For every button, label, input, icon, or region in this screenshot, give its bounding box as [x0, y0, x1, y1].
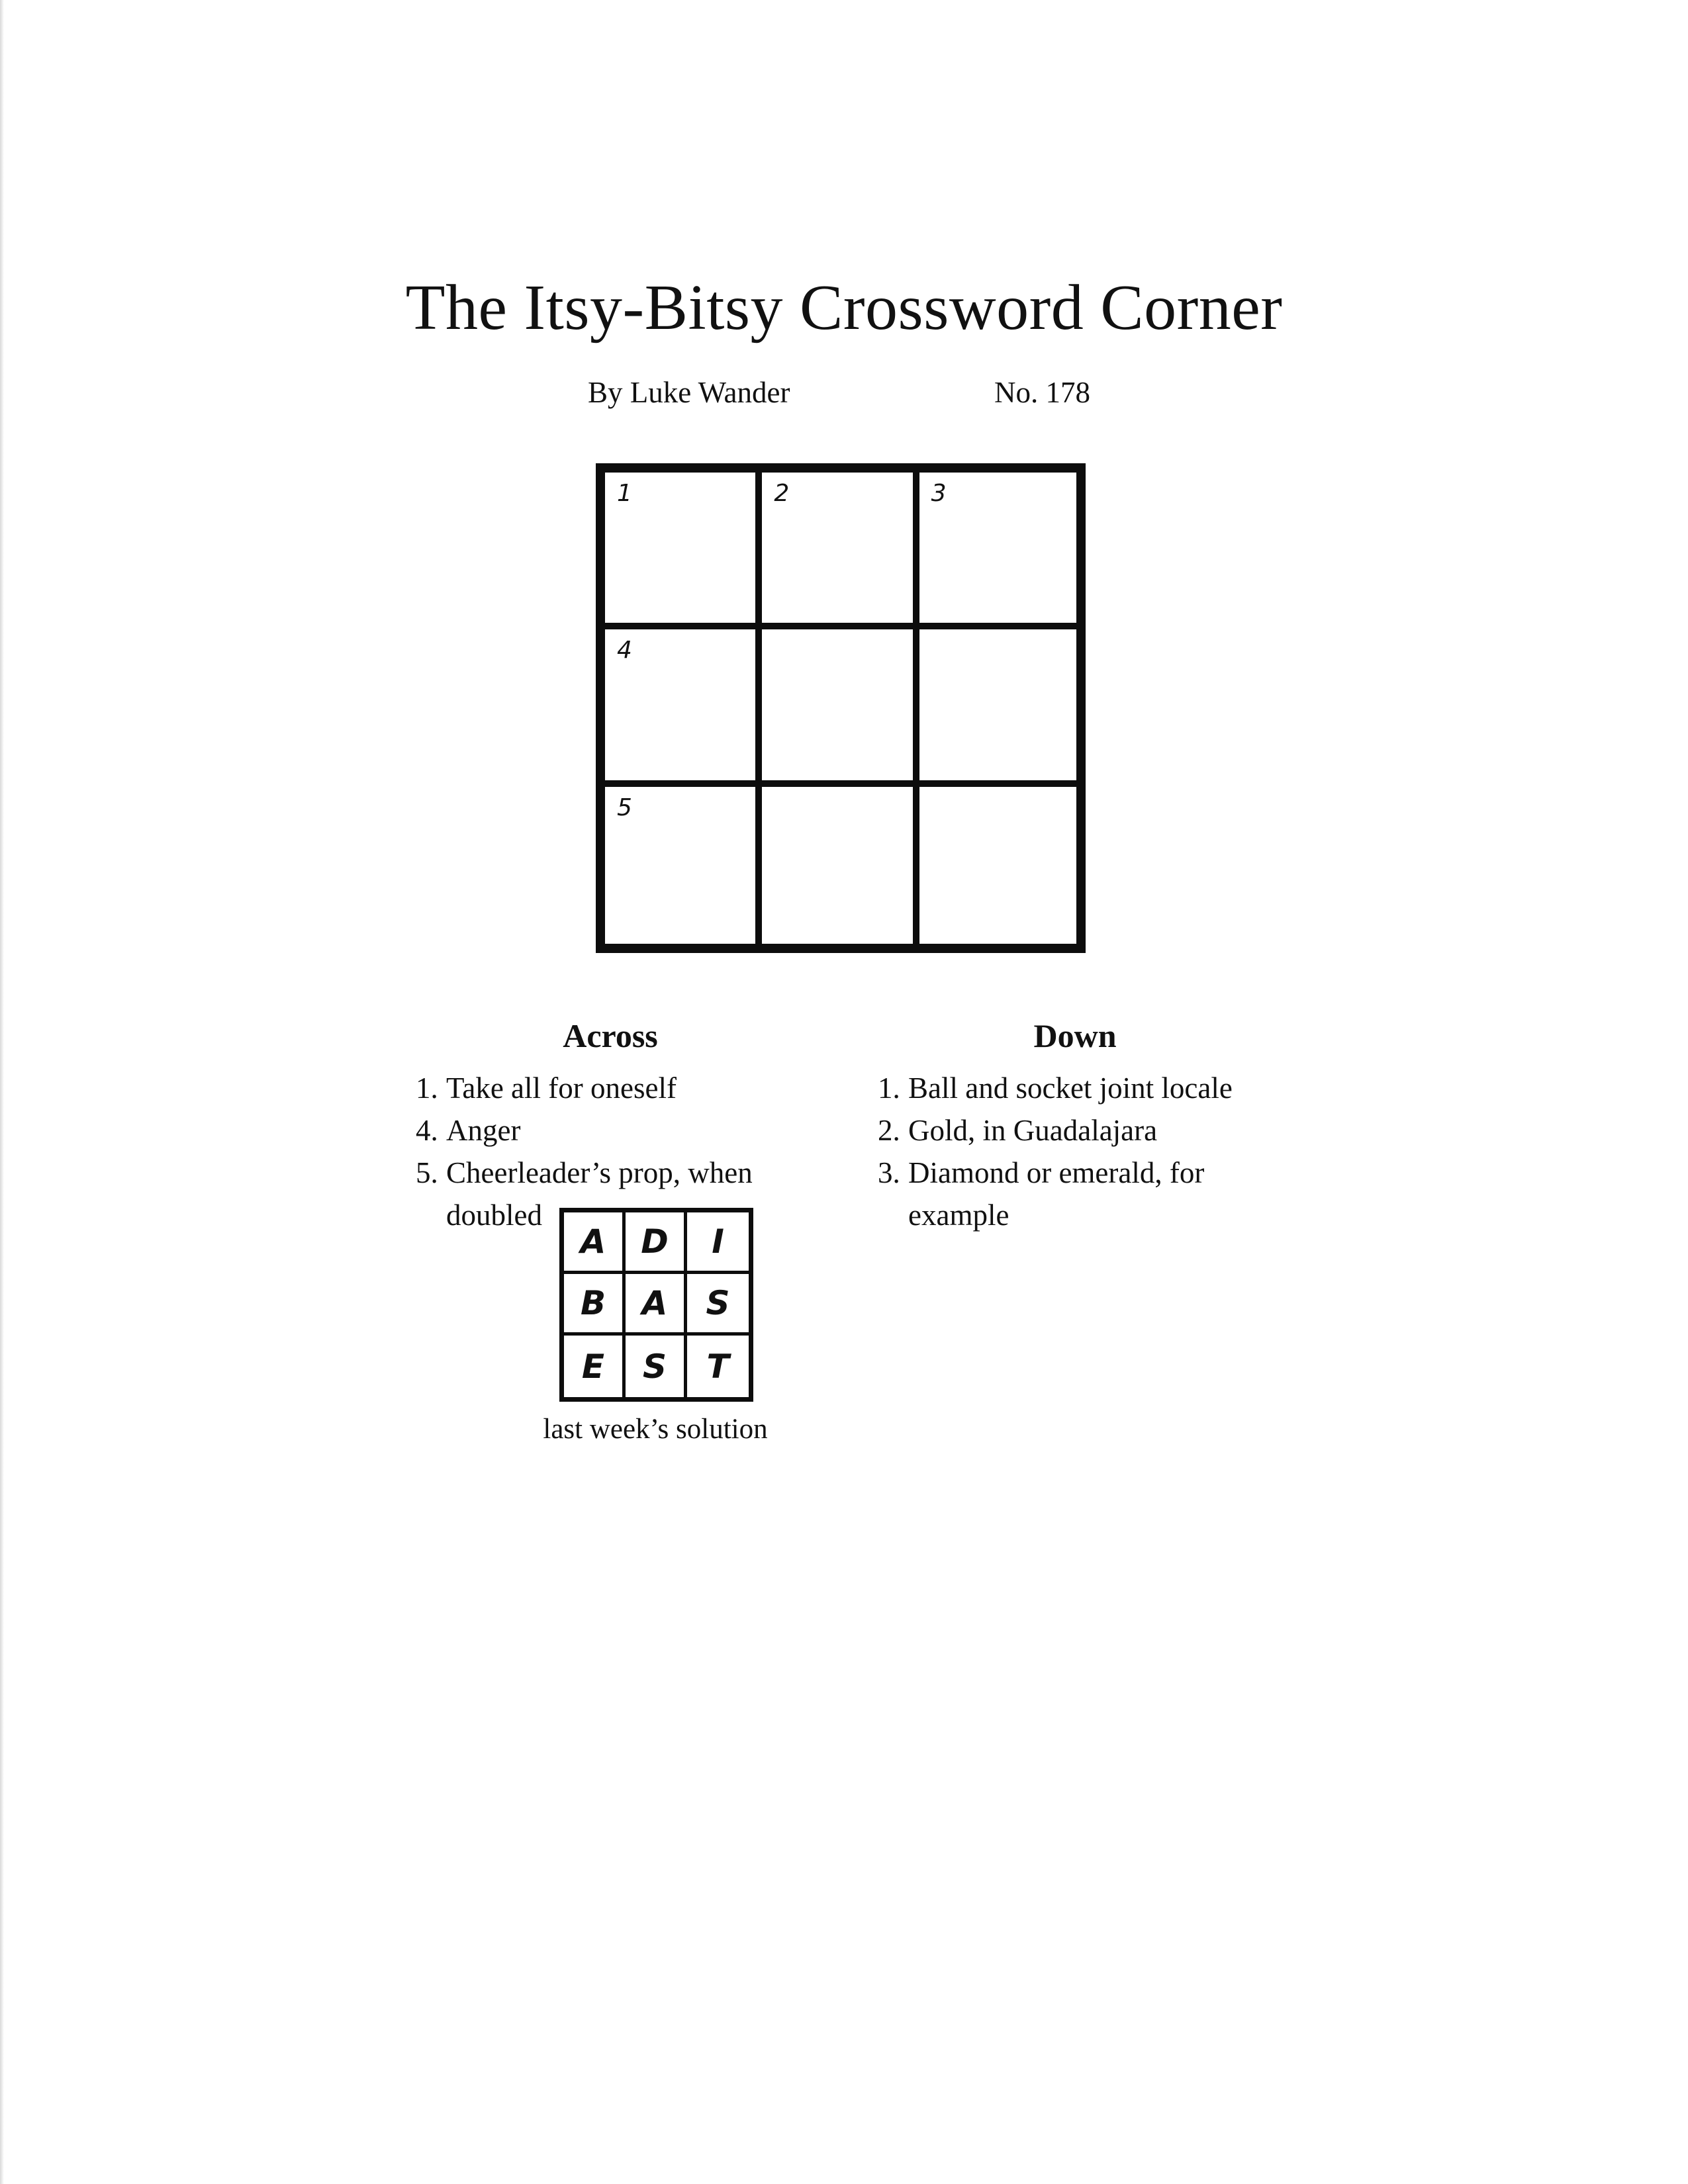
solution-letter: S [687, 1274, 749, 1336]
clue-number: 1. [416, 1071, 438, 1105]
last-week-solution-grid [559, 1208, 753, 1402]
grid-cell[interactable] [605, 787, 762, 944]
grid-cell[interactable] [919, 787, 1076, 944]
puzzle-number: No. 178 [994, 376, 1090, 409]
puzzle-title: The Itsy-Bitsy Crossword Corner [405, 272, 1283, 343]
clue-text: Ball and socket joint locale [908, 1071, 1233, 1105]
solution-letter: S [626, 1336, 687, 1397]
solution-letter: E [564, 1336, 626, 1397]
cell-number: 2 [774, 480, 790, 507]
clue-text: Anger [446, 1114, 521, 1147]
grid-cell[interactable] [762, 787, 919, 944]
down-heading: Down [1033, 1017, 1117, 1054]
clue-number: 5. [416, 1156, 438, 1189]
clue-number: 4. [416, 1114, 438, 1147]
grid-cell[interactable] [919, 473, 1076, 629]
clue-text: Diamond or emerald, for example [908, 1156, 1205, 1232]
down-clue-list [878, 1067, 1288, 1236]
solution-letter: A [626, 1274, 687, 1336]
solution-letter: B [564, 1274, 626, 1336]
clue-text: Gold, in Guadalajara [908, 1114, 1158, 1147]
grid-cell[interactable] [919, 629, 1076, 786]
clue-item [416, 1067, 786, 1109]
across-heading: Across [563, 1017, 658, 1054]
clue-item [416, 1109, 786, 1152]
clue-text: Cheerleader’s prop, when doubled [446, 1156, 753, 1232]
clue-text: Take all for oneself [446, 1071, 677, 1105]
cell-number: 3 [931, 480, 947, 507]
solution-letter: D [626, 1212, 687, 1274]
clue-item [878, 1109, 1288, 1152]
clue-item [878, 1067, 1288, 1109]
solution-letter: T [706, 1347, 729, 1386]
grid-cell[interactable] [762, 473, 919, 629]
author-byline: By Luke Wander [588, 376, 790, 409]
grid-cell[interactable] [605, 629, 762, 786]
clue-number: 2. [878, 1114, 900, 1147]
crossword-grid [596, 463, 1086, 953]
clue-number: 3. [878, 1156, 900, 1189]
cell-number: 4 [617, 637, 632, 664]
cell-number: 1 [617, 480, 632, 507]
clue-number: 1. [878, 1071, 900, 1105]
solution-caption: last week’s solution [543, 1414, 768, 1445]
solution-letter: I [687, 1212, 749, 1274]
solution-letter: A [564, 1212, 626, 1274]
grid-cell[interactable] [762, 629, 919, 786]
clue-item [878, 1152, 1288, 1236]
cell-number: 5 [617, 794, 632, 821]
grid-cell[interactable] [605, 473, 762, 629]
